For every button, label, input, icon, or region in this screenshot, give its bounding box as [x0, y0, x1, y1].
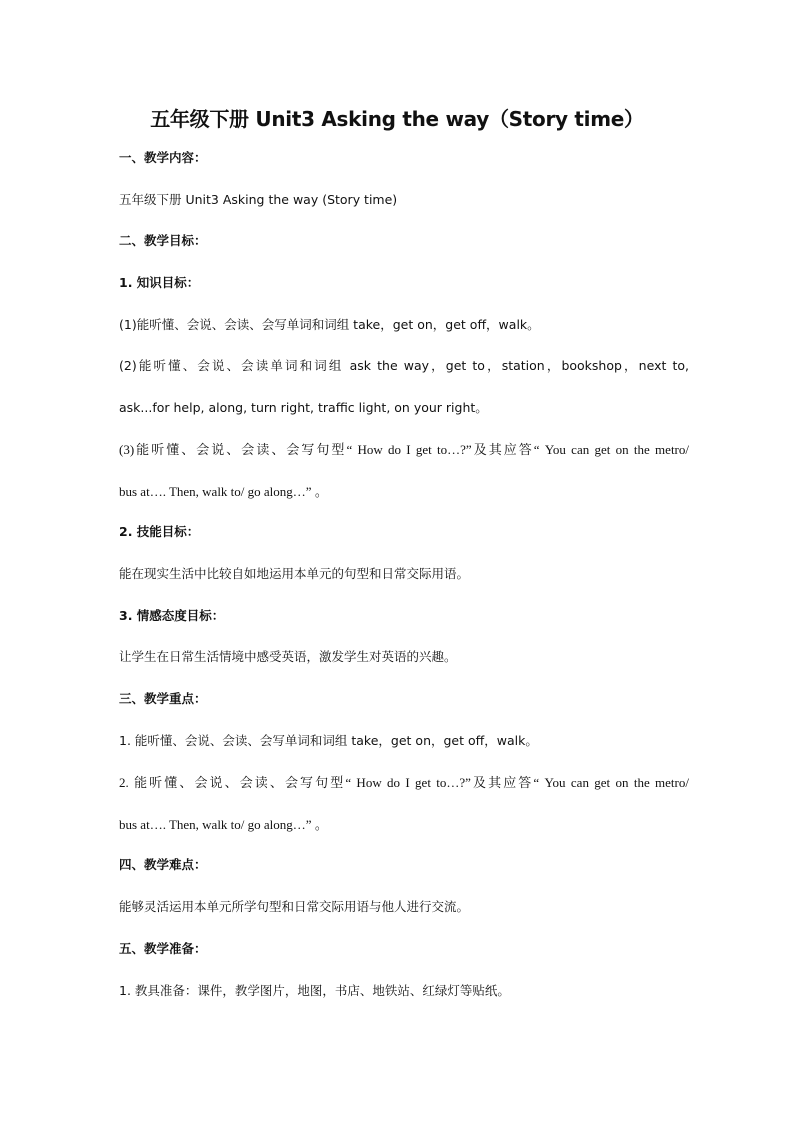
section-heading-key-points: 三、教学重点：	[119, 691, 207, 706]
section-heading-content: 一、教学内容：	[119, 150, 207, 165]
knowledge-objective-heading: 1. 知识目标：	[119, 275, 200, 290]
section-heading-difficulties: 四、教学难点：	[119, 857, 207, 872]
attitude-objective-heading: 3. 情感态度目标：	[119, 608, 225, 623]
key-point-item-2-line-2: bus at…. Then, walk to/ go along…” 。	[119, 817, 328, 832]
section-heading-objectives: 二、教学目标：	[119, 233, 207, 248]
key-point-item-1: 1. 能听懂、会说、会读、会写单词和词组 take，get on，get off，walk。	[119, 733, 538, 748]
knowledge-item-1: (1)能听懂、会说、会读、会写单词和词组 take，get on，get off，walk。	[119, 317, 540, 332]
knowledge-item-2-line-1: (2)能听懂、会说、会读单词和词组 ask the way，get to，station，bookshop，next to,	[119, 358, 689, 373]
key-point-item-2-line-1: 2. 能听懂、会说、会读、会写句型“ How do I get to…?”及其应答“ You can get on the metro/	[119, 775, 689, 790]
content-text: 五年级下册 Unit3 Asking the way (Story time)	[119, 192, 398, 207]
attitude-objective-text: 让学生在日常生活情境中感受英语，激发学生对英语的兴趣。	[119, 649, 457, 664]
knowledge-item-2-line-2: ask...for help, along, turn right, traffic light, on your right。	[119, 400, 488, 415]
document-title: 五年级下册 Unit3 Asking the way（Story time）	[150, 107, 644, 131]
knowledge-item-3-line-1: (3)能听懂、会说、会读、会写句型“ How do I get to…?”及其应答“ You can get on the metro/	[119, 442, 689, 457]
knowledge-item-3-line-2: bus at…. Then, walk to/ go along…” 。	[119, 484, 328, 499]
difficulties-text: 能够灵活运用本单元所学句型和日常交际用语与他人进行交流。	[119, 899, 470, 914]
preparation-item-1: 1. 教具准备：课件，教学图片，地图，书店、地铁站、红绿灯等贴纸。	[119, 983, 510, 998]
skill-objective-text: 能在现实生活中比较自如地运用本单元的句型和日常交际用语。	[119, 566, 470, 581]
section-heading-preparation: 五、教学准备：	[119, 941, 207, 956]
skill-objective-heading: 2. 技能目标：	[119, 524, 200, 539]
